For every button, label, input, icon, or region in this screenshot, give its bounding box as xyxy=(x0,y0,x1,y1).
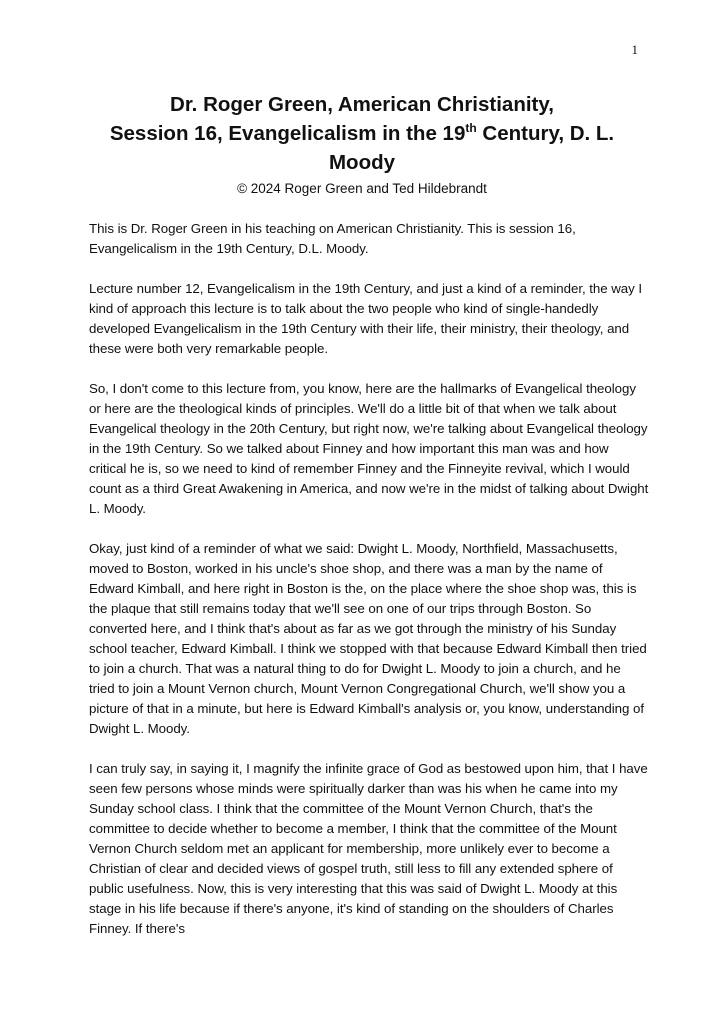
paragraph: So, I don't come to this lecture from, you know, here are the hallmarks of Evangelical theology or here are the theological kinds of principles. We'll do a little bit of that when we talk about Evangelical theology in the 20th Century, but right now, we're talking about Evangelical theology in the 19th Century. So we talked about Finney and how important this man was and how critical he is, so we need to kind of remember Finney and the Finneyite revival, which I would count as a third Great Awakening in America, and now we're in the midst of talking about Dwight L. Moody. xyxy=(89,381,649,516)
paragraph: This is Dr. Roger Green in his teaching on American Christianity. This is session 16, Evangelicalism in the 19th Century, D.L. Moody. xyxy=(89,221,576,256)
title-line-1: Dr. Roger Green, American Christianity, xyxy=(170,93,554,116)
title-line-3: Moody xyxy=(328,151,396,174)
paragraph: Lecture number 12, Evangelicalism in the 19th Century, and just a kind of a reminder, the way I kind of approach this lecture is to talk about the two people who kind of single-handedly developed Evangelicalism in the 19th Century with their life, their ministry, their theology, and these were both very remarkable people. xyxy=(89,281,643,356)
document-body xyxy=(89,219,649,959)
paragraph: I can truly say, in saying it, I magnify the infinite grace of God as bestowed upon him, that I have seen few persons whose minds were spiritually darker than was his when he came into my Sunday school class. I think that the committee of the Mount Vernon Church, that's the committee to decide whether to become a member, I think that the committee of the Mount Vernon Church seldom met an applicant for membership, more unlikely ever to become a Christian of clear and decided views of gospel truth, still less to fill any extended sphere of public usefulness. Now, this is very interesting that this was said of Dwight L. Moody at this stage in his life because if there's anyone, it's kind of standing on the shoulders of Charles Finney. If there's xyxy=(89,761,648,936)
title-superscript: th xyxy=(465,121,477,136)
title-line-2-prefix: Session 16, Evangelicalism in the 19 xyxy=(109,122,466,145)
title-line-2-suffix: Century, D. L. xyxy=(476,122,615,145)
copyright-line: © 2024 Roger Green and Ted Hildebrandt xyxy=(237,181,487,196)
page-number: 1 xyxy=(631,42,638,57)
document-title xyxy=(60,90,664,177)
paragraph: Okay, just kind of a reminder of what we said: Dwight L. Moody, Northfield, Massachusetts, moved to Boston, worked in his uncle's shoe shop, and there was a man by the name of Edward Kimball, and here right in Boston is the, on the place where the shoe shop was, this is the plaque that still remains today that we'll see on one of our trips through Boston. So converted here, and I think that's about as far as we got through the ministry of his Sunday school teacher, Edward Kimball. I think we stopped with that because Edward Kimball then tried to join a church. That was a natural thing to do for Dwight L. Moody to join a church, and he tried to join a Mount Vernon church, Mount Vernon Congregational Church, we'll show you a picture of that in a minute, but here is Edward Kimball's analysis or, you know, understanding of Dwight L. Moody. xyxy=(89,541,647,736)
